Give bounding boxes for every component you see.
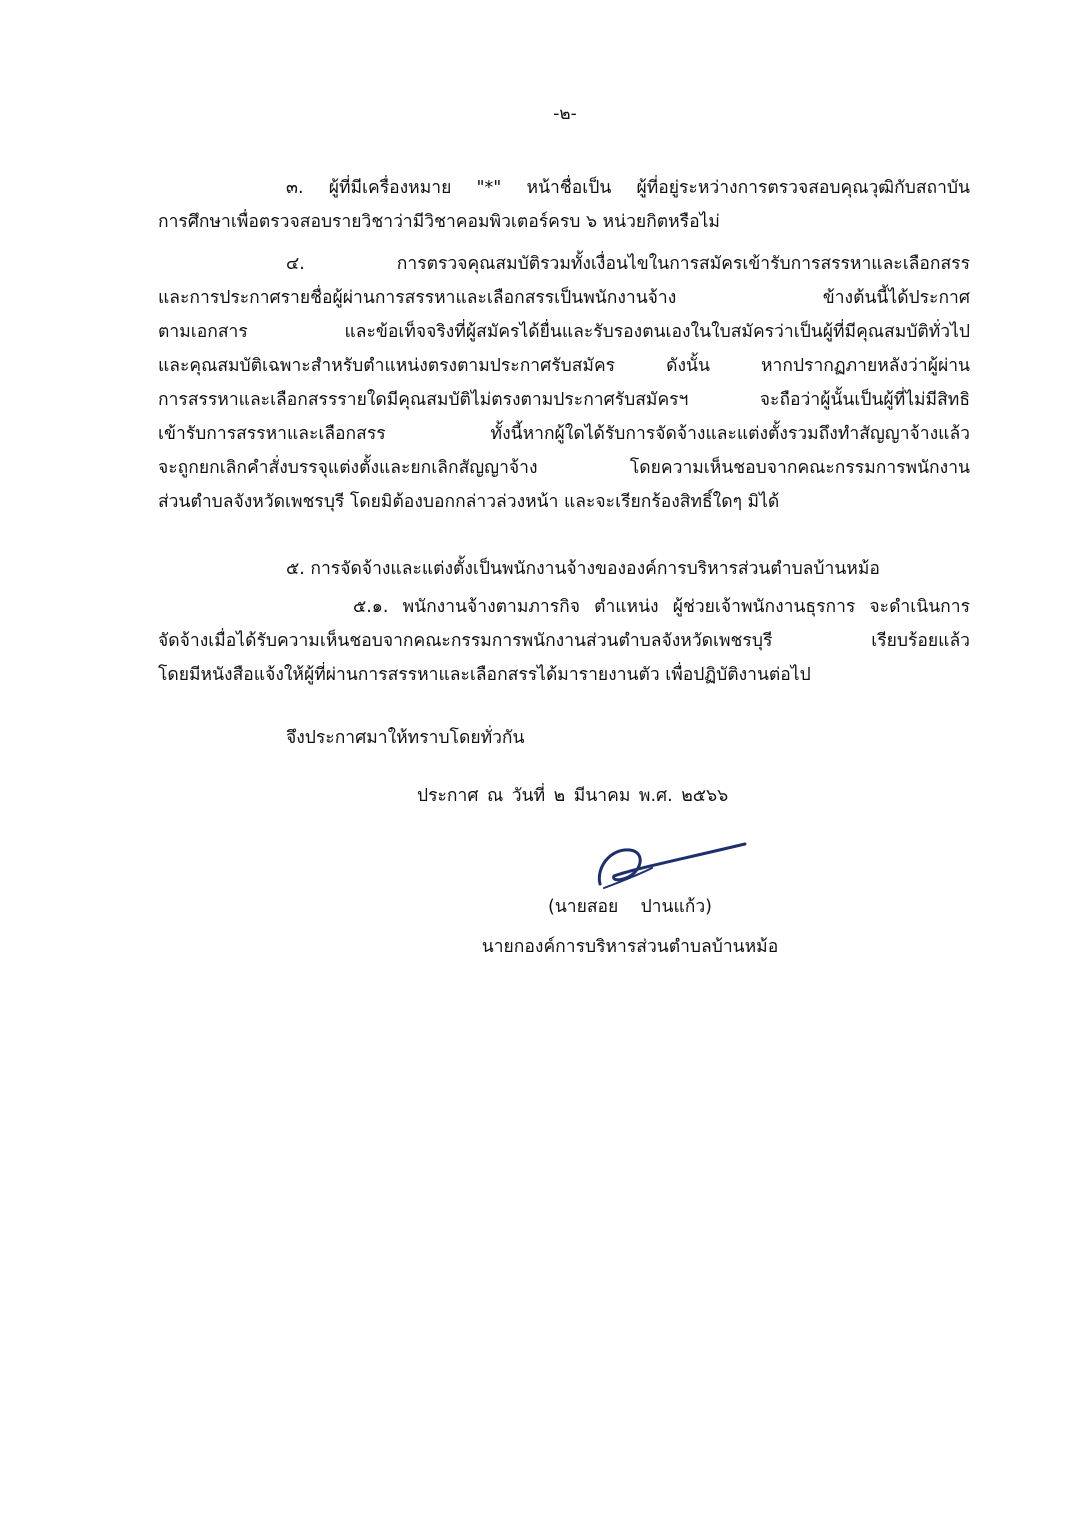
signature <box>590 838 750 898</box>
paragraph-line: และการประกาศรายชื่อผู้ผ่านการสรรหาและเลือกสรรเป็นพนักงานจ้าง ข้างต้นนี้ได้ประกาศ <box>158 288 970 308</box>
paragraph-line: และคุณสมบัติเฉพาะสำหรับตำแหน่งตรงตามประกาศรับสมัคร ดังนั้น หากปรากฏภายหลังว่าผู้ผ่าน <box>158 356 970 376</box>
paragraph-line: การสรรหาและเลือกสรรรายใดมีคุณสมบัติไม่ตรงตามประกาศรับสมัครฯ จะถือว่าผู้นั้นเป็นผู้ที่ไม่มีสิทธิ <box>158 390 970 410</box>
paragraph-line: จัดจ้างเมื่อได้รับความเห็นชอบจากคณะกรรมการพนักงานส่วนตำบลจังหวัดเพชรบุรี เรียบร้อยแล้ว <box>158 631 970 651</box>
paragraph-3 <box>158 171 970 239</box>
signature-stroke <box>599 844 745 884</box>
signer-title: นายกองค์การบริหารส่วนตำบลบ้านหม้อ <box>481 937 779 957</box>
paragraph-line: ตามเอกสาร และข้อเท็จจริงที่ผู้สมัครได้ยื่นและรับรองตนเองในใบสมัครว่าเป็นผู้ที่มีคุณสมบัติทั่วไป <box>158 322 970 342</box>
paragraph-5 <box>158 552 970 586</box>
paragraph-line: ๔. การตรวจคุณสมบัติรวมทั้งเงื่อนไขในการสมัครเข้ารับการสรรหาและเลือกสรร <box>286 254 970 274</box>
paragraph-line: การศึกษาเพื่อตรวจสอบรายวิชาว่ามีวิชาคอมพิวเตอร์ครบ ๖ หน่วยกิตหรือไม่ <box>158 212 720 232</box>
announcement-date: ประกาศ ณ วันที่ ๒ มีนาคม พ.ศ. ๒๕๖๖ <box>417 786 729 806</box>
closing-statement: จึงประกาศมาให้ทราบโดยทั่วกัน <box>286 728 525 748</box>
paragraph-line: ๕. การจัดจ้างและแต่งตั้งเป็นพนักงานจ้างขององค์การบริหารส่วนตำบลบ้านหม้อ <box>286 559 880 579</box>
paragraph-4 <box>158 247 970 519</box>
paragraph-line: จะถูกยกเลิกคำสั่งบรรจุแต่งตั้งและยกเลิกสัญญาจ้าง โดยความเห็นชอบจากคณะกรรมการพนักงาน <box>158 458 970 478</box>
paragraph-line: เข้ารับการสรรหาและเลือกสรร ทั้งนี้หากผู้ใดได้รับการจัดจ้างและแต่งตั้งรวมถึงทำสัญญาจ้างแล้ว <box>158 424 970 444</box>
paragraph-5-1 <box>158 590 970 692</box>
paragraph-line: ๕.๑. พนักงานจ้างตามภารกิจ ตำแหน่ง ผู้ช่วยเจ้าพนักงานธุรการ จะดำเนินการ <box>353 597 970 617</box>
signer-name: (นายสอย ปานแก้ว) <box>548 897 712 917</box>
paragraph-line: ๓. ผู้ที่มีเครื่องหมาย "*" หน้าชื่อเป็น ผู้ที่อยู่ระหว่างการตรวจสอบคุณวุฒิกับสถาบัน <box>286 178 970 198</box>
page-number: -๒- <box>553 104 577 124</box>
paragraph-line: โดยมีหนังสือแจ้งให้ผู้ที่ผ่านการสรรหาและเลือกสรรได้มารายงานตัว เพื่อปฏิบัติงานต่อไป <box>158 665 811 685</box>
paragraph-line: ส่วนตำบลจังหวัดเพชรบุรี โดยมิต้องบอกกล่าวล่วงหน้า และจะเรียกร้องสิทธิ์ใดๆ มิได้ <box>158 492 780 512</box>
